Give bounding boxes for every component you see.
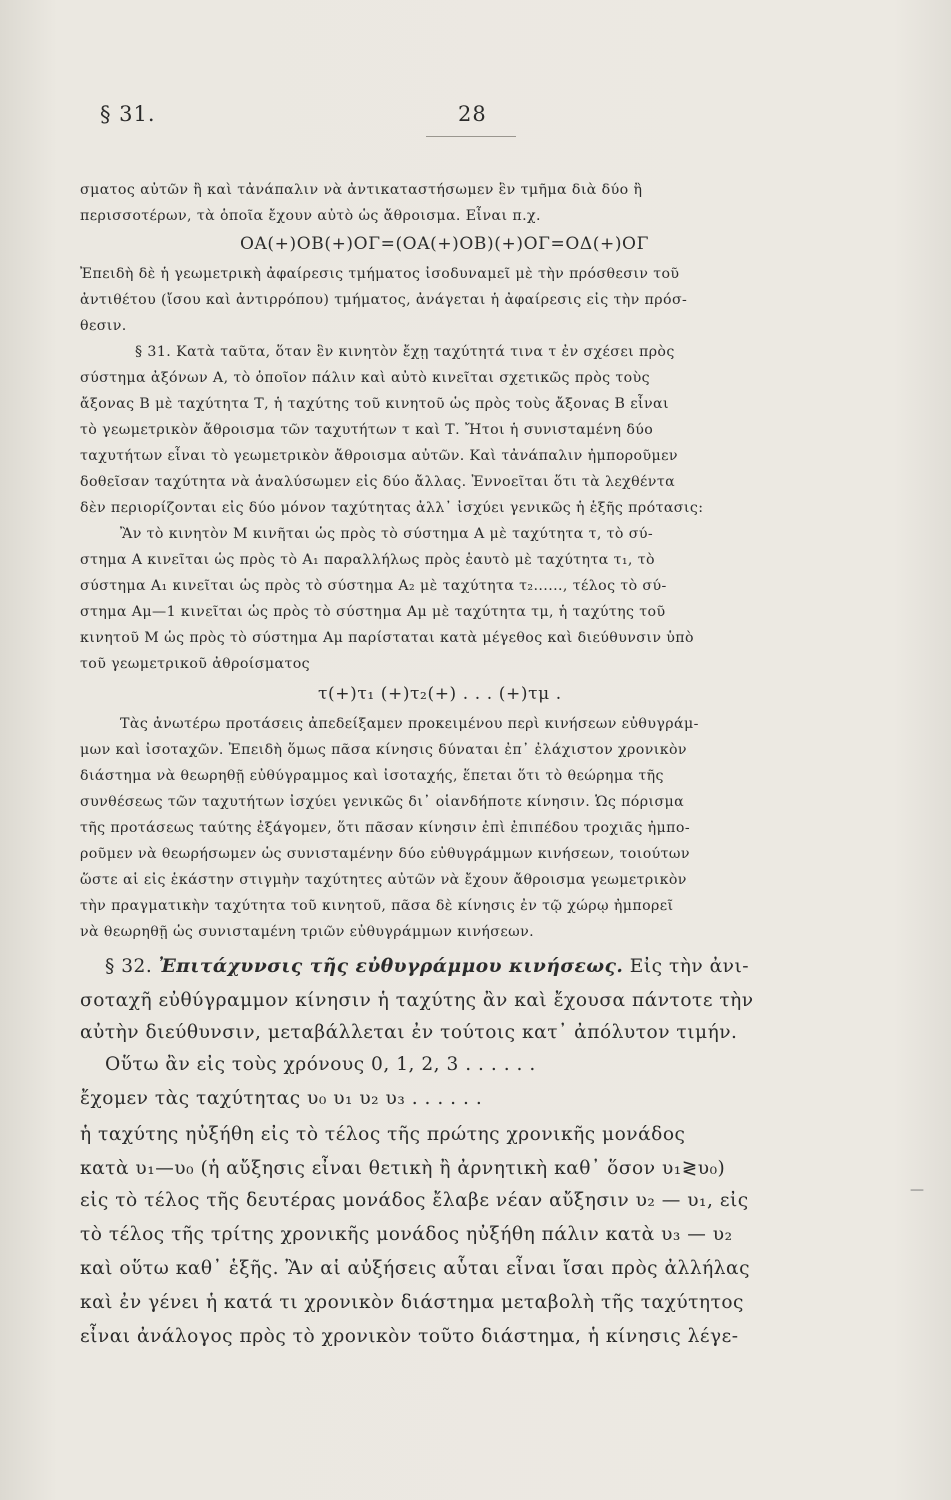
- text-line: ὥστε αἱ εἰς ἑκάστην στιγμὴν ταχύτητες αὐτῶν νὰ ἔχουν ἄθροισμα γεωμετρικὸν: [80, 872, 687, 888]
- text-line: Οὕτω ἂν εἰς τοὺς χρόνους 0, 1, 2, 3 . . . . . .: [105, 1054, 536, 1075]
- text-line: τὸ γεωμετρικὸν ἄθροισμα τῶν ταχυτήτων τ καὶ Τ. Ἤτοι ἡ συνισταμένη δύο: [80, 422, 654, 438]
- text-line: συνθέσεως τῶν ταχυτήτων ἰσχύει γενικῶς δι᾽ οἱανδήποτε κίνησιν. Ὡς πόρισμα: [80, 794, 685, 810]
- text-line: δὲν περιορίζονται εἰς δύο μόνον ταχύτητας ἀλλ᾽ ἰσχύει γενικῶς ἡ ἑξῆς πρότασις:: [80, 500, 704, 516]
- text-line: στημα Α κινεῖται ὡς πρὸς τὸ Α₁ παραλλήλως πρὸς ἑαυτὸ μὲ ταχύτητα τ₁, τὸ: [80, 552, 655, 568]
- text-line: ταχυτήτων εἶναι τὸ γεωμετρικὸν ἄθροισμα αὐτῶν. Καὶ τἀνάπαλιν ἠμποροῦμεν: [80, 448, 678, 464]
- equation: τ(+)τ₁ (+)τ₂(+) . . . (+)τμ .: [318, 684, 562, 704]
- text-line: καὶ ἐν γένει ἡ κατά τι χρονικὸν διάστημα μεταβολὴ τῆς ταχύτητος: [80, 1292, 744, 1313]
- text-line: τοῦ γεωμετρικοῦ ἀθροίσματος: [80, 656, 310, 672]
- text-line: σματος αὐτῶν ἢ καὶ τἀνάπαλιν νὰ ἀντικαταστήσωμεν ἓν τμῆμα διὰ δύο ἢ: [80, 182, 643, 198]
- text-line: στημα Αμ—1 κινεῖται ὡς πρὸς τὸ σύστημα Αμ μὲ ταχύτητα τμ, ἡ ταχύτης τοῦ: [80, 604, 666, 620]
- text-line: Ἂν τὸ κινητὸν Μ κινῆται ὡς πρὸς τὸ σύστημα Α μὲ ταχύτητα τ, τὸ σύ-: [120, 526, 654, 542]
- text-line: δοθεῖσαν ταχύτητα νὰ ἀναλύσωμεν εἰς δύο ἄλλας. Ἐννοεῖται ὅτι τὰ λεχθέντα: [80, 474, 676, 490]
- text-line: περισσοτέρων, τὰ ὁποῖα ἔχουν αὐτὸ ὡς ἄθροισμα. Εἶναι π.χ.: [80, 208, 541, 224]
- section-heading-line: [105, 956, 875, 977]
- text-line: ροῦμεν νὰ θεωρήσωμεν ὡς συνισταμένην δύο εὐθυγράμμων κινήσεων, τοιούτων: [80, 846, 690, 862]
- text-line: ἔχομεν τὰς ταχύτητας υ₀ υ₁ υ₂ υ₃ . . . . . .: [80, 1088, 483, 1109]
- text-line: μων καὶ ἰσοταχῶν. Ἐπειδὴ ὅμως πᾶσα κίνησις δύναται ἐπ᾽ ἐλάχιστον χρονικὸν: [80, 742, 687, 758]
- text-line: τῆς προτάσεως ταύτης ἐξάγομεν, ὅτι πᾶσαν κίνησιν ἐπὶ ἐπιπέδου τροχιᾶς ἠμπο-: [80, 820, 691, 836]
- text-line: εἶναι ἀνάλογος πρὸς τὸ χρονικὸν τοῦτο διάστημα, ἡ κίνησις λέγε-: [80, 1326, 739, 1347]
- text-line: σοταχῆ εὐθύγραμμον κίνησιν ἡ ταχύτης ἂν καὶ ἔχουσα πάντοτε τὴν: [80, 990, 754, 1011]
- text-line: κατὰ υ₁—υ₀ (ἡ αὔξησις εἶναι θετικὴ ἢ ἀρνητικὴ καθ᾽ ὅσον υ₁≷υ₀): [80, 1158, 726, 1179]
- text-line: καὶ οὕτω καθ᾽ ἑξῆς. Ἂν αἱ αὐξήσεις αὗται εἶναι ἴσαι πρὸς ἀλλήλας: [80, 1258, 751, 1279]
- text-line: τὴν πραγματικὴν ταχύτητα τοῦ κινητοῦ, πᾶσα δὲ κίνησις ἐν τῷ χώρῳ ἠμπορεῖ: [80, 898, 674, 914]
- text-line: ἡ ταχύτης ηὐξήθη εἰς τὸ τέλος τῆς πρώτης χρονικῆς μονάδος: [80, 1124, 686, 1145]
- text-line: θεσιν.: [80, 318, 127, 334]
- text-line: τὸ τέλος τῆς τρίτης χρονικῆς μονάδος ηὐξήθη πάλιν κατὰ υ₃ — υ₂: [80, 1224, 733, 1245]
- section-header: § 31.: [100, 102, 156, 126]
- margin-dash: —: [910, 1182, 924, 1198]
- text-line: σύστημα Α₁ κινεῖται ὡς πρὸς τὸ σύστημα Α₂ μὲ ταχύτητα τ₂......, τέλος τὸ σύ-: [80, 578, 667, 594]
- text-line: ἄξονας Β μὲ ταχύτητα Τ, ἡ ταχύτης τοῦ κινητοῦ ὡς πρὸς τοὺς ἄξονας Β εἶναι: [80, 396, 669, 412]
- text-line: Ἐπειδὴ δὲ ἡ γεωμετρικὴ ἀφαίρεσις τμήματος ἰσοδυναμεῖ μὲ τὴν πρόσθεσιν τοῦ: [80, 266, 680, 282]
- section-title: Ἐπιτάχυνσις τῆς εὐθυγράμμου κινήσεως.: [158, 956, 624, 977]
- text-line: διάστημα νὰ θεωρηθῇ εὐθύγραμμος καὶ ἰσοταχής, ἕπεται ὅτι τὸ θεώρημα τῆς: [80, 768, 664, 784]
- text-line: § 31. Κατὰ ταῦτα, ὅταν ἓν κινητὸν ἔχῃ ταχύτητά τινα τ ἐν σχέσει πρὸς: [135, 344, 675, 360]
- equation: ΟΑ(+)ΟΒ(+)ΟΓ=(ΟΑ(+)ΟΒ)(+)ΟΓ=ΟΔ(+)ΟΓ: [240, 234, 649, 254]
- text-line: σύστημα ἀξόνων Α, τὸ ὁποῖον πάλιν καὶ αὐτὸ κινεῖται σχετικῶς πρὸς τοὺς: [80, 370, 650, 386]
- text-run: Εἰς τὴν ἀνι-: [629, 956, 750, 977]
- section-number: § 32.: [105, 956, 153, 977]
- text-line: νὰ θεωρηθῇ ὡς συνισταμένη τριῶν εὐθυγράμμων κινήσεων.: [80, 924, 535, 940]
- text-line: κινητοῦ Μ ὡς πρὸς τὸ σύστημα Αμ παρίσταται κατὰ μέγεθος καὶ διεύθυνσιν ὑπὸ: [80, 630, 694, 646]
- text-line: εἰς τὸ τέλος τῆς δευτέρας μονάδος ἔλαβε νέαν αὔξησιν υ₂ — υ₁, εἰς: [80, 1190, 749, 1211]
- text-line: ἀντιθέτου (ἴσου καὶ ἀντιρρόπου) τμήματος, ἀνάγεται ἡ ἀφαίρεσις εἰς τὴν πρόσ-: [80, 292, 688, 308]
- page-number: 28: [458, 102, 487, 126]
- text-line: Τὰς ἀνωτέρω προτάσεις ἀπεδείξαμεν προκειμένου περὶ κινήσεων εὐθυγράμ-: [120, 716, 699, 732]
- text-line: αὐτὴν διεύθυνσιν, μεταβάλλεται ἐν τούτοις κατ᾽ ἀπόλυτον τιμήν.: [80, 1022, 738, 1043]
- header-rule: [426, 136, 516, 137]
